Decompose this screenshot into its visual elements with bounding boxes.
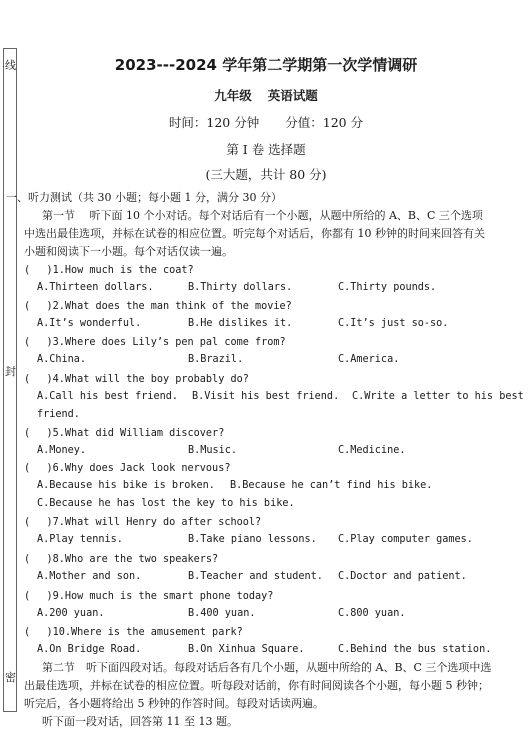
answer-blank[interactable]: ( ) — [24, 265, 53, 276]
answer-blank[interactable]: ( ) — [24, 463, 53, 474]
instruction-line-1: 第一节 听下面 10 个小对话。每个对话后有一个小题，从题中所给的 A、B、C 三个选项 — [42, 209, 483, 222]
question-stem — [24, 264, 524, 278]
answer-blank[interactable]: ( ) — [24, 591, 53, 602]
time-label: 时间：120 分钟 — [168, 115, 260, 130]
option-b: B.400 yuan. — [188, 608, 256, 619]
option-c: C.Write a letter to his best — [352, 391, 524, 402]
grade-label: 九年级 — [214, 88, 252, 103]
question-text: 9.How much is the smart phone today? — [52, 591, 274, 602]
answer-blank[interactable]: ( ) — [24, 428, 53, 439]
option-b: B.Because he can’t find his bike. — [230, 480, 433, 491]
score-label: 分值：120 分 — [285, 115, 364, 130]
option-a: A.Because his bike is broken. — [37, 480, 215, 491]
part-title: 第 I 卷 选择题 — [226, 142, 306, 157]
question-stem — [24, 553, 524, 567]
question-text: 1.How much is the coat? — [52, 265, 194, 276]
question-text: 10.Where is the amusement park? — [52, 627, 243, 638]
exam-title: 2023---2024 学年第二学期第一次学情调研 — [114, 56, 418, 74]
option-c: C.Doctor and patient. — [338, 571, 467, 582]
next-dialogue-note: 听下面一段对话，回答第 11 至 13 题。 — [42, 715, 238, 728]
option-b: B.Thirty dollars. — [188, 282, 293, 293]
option-b: B.Teacher and student. — [188, 571, 323, 582]
option-b: B.Visit his best friend. — [192, 391, 340, 402]
time-score-line — [0, 113, 532, 131]
option-c: C.800 yuan. — [338, 608, 406, 619]
question-stem — [24, 516, 524, 530]
answer-blank[interactable]: ( ) — [24, 301, 53, 312]
option-a: A.On Bridge Road. — [37, 644, 142, 655]
option-c: C.Because he has lost the key to his bike. — [37, 498, 295, 509]
option-a: A.Play tennis. — [37, 534, 123, 545]
option-a: A.Money. — [37, 445, 87, 456]
option-a: A.Thirteen dollars. — [37, 282, 154, 293]
option-c: C.Behind the bus station. — [338, 644, 492, 655]
binding-char-line: 线 — [5, 59, 16, 72]
question-stem — [24, 462, 524, 476]
question-text: 8.Who are the two speakers? — [52, 554, 219, 565]
part-note: (三大题，共计 80 分) — [205, 167, 327, 182]
subject-label: 英语试题 — [267, 88, 318, 103]
option-a: A.Mother and son. — [37, 571, 142, 582]
question-stem — [24, 427, 524, 441]
option-b: B.Take piano lessons. — [188, 534, 317, 545]
instruction2-line-3: 听完后，各小题将给出 5 秒钟的作答时间。每段对话读两遍。 — [24, 697, 324, 710]
section-heading: 一、听力测试（共 30 小题；每小题 1 分，满分 30 分） — [6, 191, 282, 204]
option-b: B.On Xinhua Square. — [188, 644, 305, 655]
question-text: 4.What will the boy probably do? — [52, 374, 249, 385]
question-stem — [24, 626, 524, 640]
option-c: C.Medicine. — [338, 445, 406, 456]
option-a: A.Call his best friend. — [37, 391, 179, 402]
question-stem — [24, 590, 524, 604]
exam-subtitle — [0, 86, 532, 104]
answer-blank[interactable]: ( ) — [24, 517, 53, 528]
instruction-line-3: 小题和阅读下一小题。每个对话仅读一遍。 — [24, 245, 233, 258]
option-c: C.America. — [338, 354, 400, 365]
option-c: C.Play computer games. — [338, 534, 473, 545]
answer-blank[interactable]: ( ) — [24, 554, 53, 565]
option-b: B.He dislikes it. — [188, 318, 293, 329]
instruction-line-2: 中选出最佳选项，并标在试卷的相应位置。听完每个对话后，你都有 10 秒钟的时间来回答有关 — [24, 227, 485, 240]
question-stem — [24, 373, 524, 387]
option-b: B.Brazil. — [188, 354, 244, 365]
option-c: C.Thirty pounds. — [338, 282, 437, 293]
binding-char-seal: 封 — [5, 365, 16, 378]
option-c-continued: friend. — [37, 409, 80, 420]
option-a: A.200 yuan. — [37, 608, 105, 619]
answer-blank[interactable]: ( ) — [24, 374, 53, 385]
question-text: 3.Where does Lily’s pen pal come from? — [52, 337, 286, 348]
option-c: C.It’s just so-so. — [338, 318, 449, 329]
option-b: B.Music. — [188, 445, 238, 456]
question-stem — [24, 336, 524, 350]
question-text: 5.What did William discover? — [52, 428, 225, 439]
question-text: 2.What does the man think of the movie? — [52, 301, 292, 312]
answer-blank[interactable]: ( ) — [24, 337, 53, 348]
question-stem — [24, 300, 524, 314]
answer-blank[interactable]: ( ) — [24, 627, 53, 638]
instruction2-line-2: 出最佳选项，并标在试卷的相应位置。听每段对话前，你有时间阅读各个小题，每小题 5 秒钟； — [24, 679, 489, 692]
binding-char-secret: 密 — [5, 671, 16, 684]
instruction2-line-1: 第二节 听下面四段对话。每段对话后各有几个小题，从题中所给的 A、B、C 三个选项中选 — [42, 661, 492, 674]
option-a: A.It’s wonderful. — [37, 318, 142, 329]
option-a: A.China. — [37, 354, 87, 365]
question-text: 6.Why does Jack look nervous? — [52, 463, 231, 474]
question-text: 7.What will Henry do after school? — [52, 517, 262, 528]
